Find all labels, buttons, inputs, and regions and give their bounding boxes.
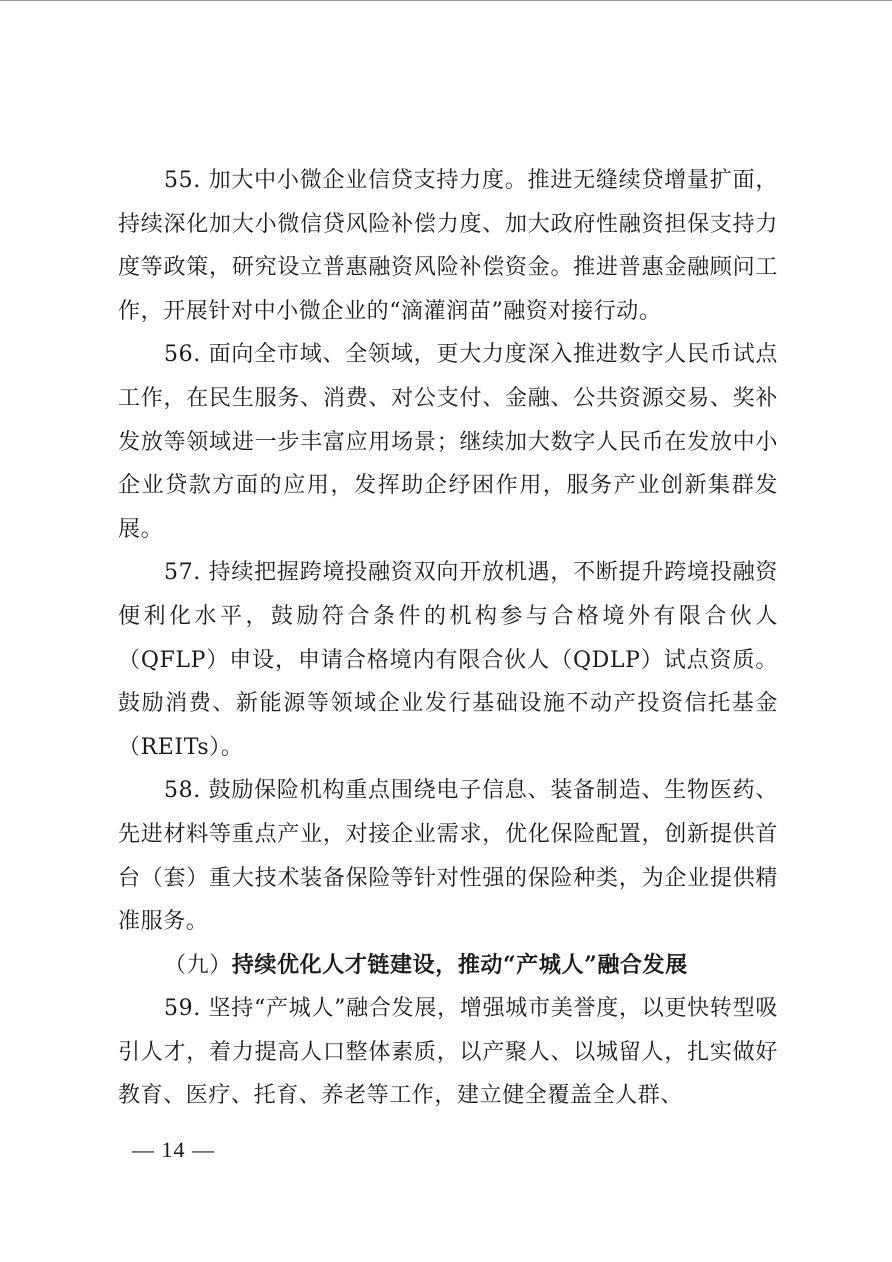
page-number: — 14 — <box>132 1137 215 1162</box>
section-title: 持续优化人才链建设，推动“产城人”融合发展 <box>231 951 688 978</box>
paragraph-58: 58. 鼓励保险机构重点围绕电子信息、装备制造、生物医药、先进材料等重点产业，对接企业需求，优化保险配置，创新提供首台（套）重大技术装备保险等针对性强的保险种类，为企业提供精准服务。 <box>118 778 778 935</box>
paragraph-56: 56. 面向全市域、全领域，更大力度深入推进数字人民币试点工作，在民生服务、消费、对公支付、金融、公共资源交易、奖补发放等领域进一步丰富应用场景；继续加大数字人民币在发放中小企业贷款方面的应用，发挥助企纾困作用，服务产业创新集群发展。 <box>118 342 778 542</box>
paragraph-59: 59. 坚持“产城人”融合发展，增强城市美誉度，以更快转型吸引人才，着力提高人口整体素质，以产聚人、以城留人，扎实做好教育、医疗、托育、养老等工作，建立健全覆盖全人群、 <box>118 996 778 1109</box>
document-body <box>118 159 778 1118</box>
paragraph-55: 55. 加大中小微企业信贷支持力度。推进无缝续贷增量扩面，持续深化加大小微信贷风险补偿力度、加大政府性融资担保支持力度等政策，研究设立普惠融资风险补偿资金。推进普惠金融顾问工作，开展针对中小微企业的“滴灌润苗”融资对接行动。 <box>118 168 778 324</box>
section-number: （九） <box>164 952 232 978</box>
section-heading-9 <box>118 944 778 988</box>
paragraph-57: 57. 持续把握跨境投融资双向开放机遇，不断提升跨境投融资便利化水平，鼓励符合条件的机构参与合格境外有限合伙人（QFLP）申设，申请合格境内有限合伙人（QDLP）试点资质。鼓励消费、新能源等领域企业发行基础设施不动产投资信托基金（REITs）。 <box>118 560 778 760</box>
